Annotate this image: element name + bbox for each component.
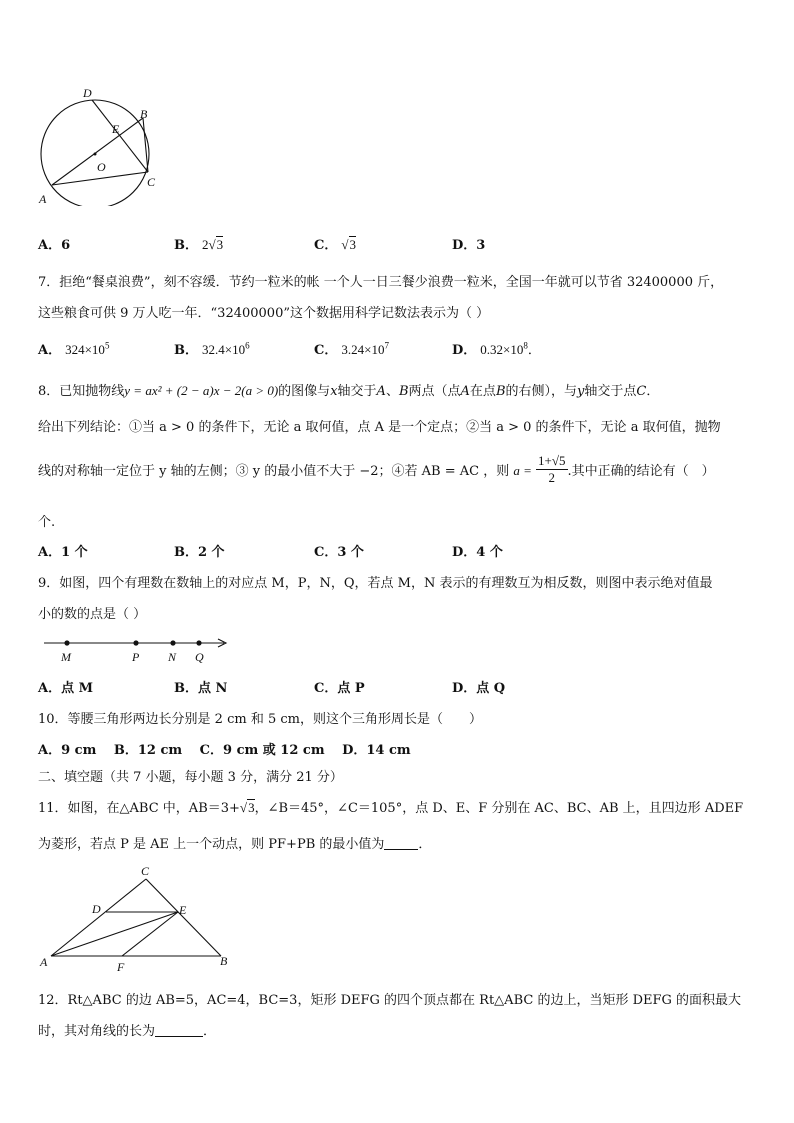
q12-answer-blank[interactable]	[155, 1024, 203, 1037]
q9-option-d[interactable]: D．点 Q	[452, 681, 506, 696]
point-n	[170, 640, 175, 645]
q8-option-c[interactable]: C．3 个	[314, 545, 364, 560]
chord-bc	[143, 118, 148, 172]
q11-answer-blank[interactable]	[384, 837, 418, 850]
q7-option-b[interactable]: B． $32.4\times 10^6$	[174, 340, 250, 358]
q12-stem-line1: 12．Rt△ABC 的边 AB=5，AC=4，BC=3，矩形 DEFG 的四个顶点都在 Rt△ABC 的边上，当矩形 DEFG 的面积最大	[38, 993, 742, 1008]
q7-stem-line1: 7．拒绝“餐桌浪费”，刻不容缓．节约一粒米的帐 一个人一日三餐少浪费一粒米，全国一年就可以节省 32400000 斤，	[38, 275, 724, 290]
point-m	[64, 640, 69, 645]
q9-stem-line1: 9．如图，四个有理数在数轴上的对应点 M，P，N，Q，若点 M，N 表示的有理数互为相反数，则图中表示绝对值最	[38, 576, 713, 591]
label-o: O	[97, 160, 106, 174]
q8-option-d[interactable]: D．4 个	[452, 545, 503, 560]
q8-stem-line2: 给出下列结论：①当 a > 0 的条件下，无论 a 取何值，点 A 是一个定点；②当 a > 0 的条件下，无论 a 取何值，抛物	[38, 420, 721, 435]
q7-option-d[interactable]: D． $0.32\times 10^8$．	[452, 340, 541, 358]
segment-ef	[122, 912, 178, 956]
q6-option-a[interactable]: A．6	[38, 238, 71, 253]
point-p	[133, 640, 138, 645]
q7-option-c[interactable]: C． $3.24\times 10^7$	[314, 340, 389, 358]
center-point	[94, 153, 97, 156]
fraction-1-plus-sqrt5-over-2: $\frac{1+√5}{2}$	[538, 453, 566, 485]
q6-option-d[interactable]: D．3	[452, 238, 486, 253]
q9-option-b[interactable]: B．点 N	[174, 681, 228, 696]
q10-stem: 10．等腰三角形两边长分别是 2 cm 和 5 cm，则这个三角形周长是（ ）	[38, 712, 482, 727]
side-bc	[146, 879, 221, 956]
q8-option-b[interactable]: B．2 个	[174, 545, 225, 560]
label-p: P	[132, 650, 140, 664]
label-a: A	[39, 192, 47, 206]
label-f: F	[117, 960, 125, 974]
segment-ae	[51, 912, 178, 956]
triangle-rhombus-figure	[36, 862, 236, 974]
q8-option-a[interactable]: A．1 个	[38, 545, 88, 560]
circle-figure	[34, 82, 170, 206]
number-line-figure	[38, 632, 234, 666]
label-e: E	[112, 122, 120, 136]
q7-option-a[interactable]: A． $324\times 10^5$	[38, 340, 110, 358]
label-n: N	[168, 650, 177, 664]
q9-stem-line2: 小的数的点是（ ）	[38, 607, 147, 622]
side-ac	[51, 879, 146, 956]
q10-options[interactable]: A．9 cm B．12 cm C．9 cm 或 12 cm D．14 cm	[38, 743, 411, 758]
section-2-heading: 二、填空题（共 7 小题，每小题 3 分，满分 21 分）	[38, 770, 343, 785]
label-q: Q	[195, 650, 204, 664]
q11-stem-line2: 为菱形，若点 P 是 AE 上一个动点，则 PF+PB 的最小值为 ．	[38, 837, 432, 852]
q6-option-b[interactable]: B． 2√3	[174, 237, 224, 253]
q7-stem-line2: 这些粮食可供 9 万人吃一年．“32400000”这个数据用科学记数法表示为（ ）	[38, 306, 490, 321]
point-q	[196, 640, 201, 645]
label-b: B	[220, 954, 228, 968]
label-c: C	[141, 864, 150, 878]
label-a: A	[40, 955, 48, 969]
q12-stem-line2: 时，其对角线的长为 ．	[38, 1024, 217, 1039]
label-d: D	[92, 902, 101, 916]
q8-stem-line4: 个.	[38, 515, 56, 530]
label-c: C	[147, 175, 156, 189]
label-m: M	[61, 650, 71, 664]
q11-stem-line1: 11．如图，在△ABC 中，AB＝3+√3，∠B＝45°，∠C＝105°，点 D、E、F 分别在 AC、BC、AB 上，且四边形 ADEF	[38, 800, 744, 816]
label-e: E	[179, 903, 187, 917]
q9-option-c[interactable]: C．点 P	[314, 681, 365, 696]
q6-option-c[interactable]: C． √3	[314, 237, 356, 253]
label-d: D	[83, 86, 92, 100]
q9-option-a[interactable]: A．点 M	[38, 681, 94, 696]
q8-stem-line1: 8．已知抛物线y = ax² + (2 − a)x − 2(a > 0)的图像与x轴交于A、B两点（点A在点B的右侧），与y轴交于点C．	[38, 383, 660, 399]
q8-stem-line3: 线的对称轴一定位于 y 轴的左侧；③ y 的最小值不大于 −2；④若 AB = AC ，则 a = $\frac{1+√5}{2}$ .其中正确的结论有（ ）	[38, 453, 715, 485]
label-b: B	[140, 107, 148, 121]
